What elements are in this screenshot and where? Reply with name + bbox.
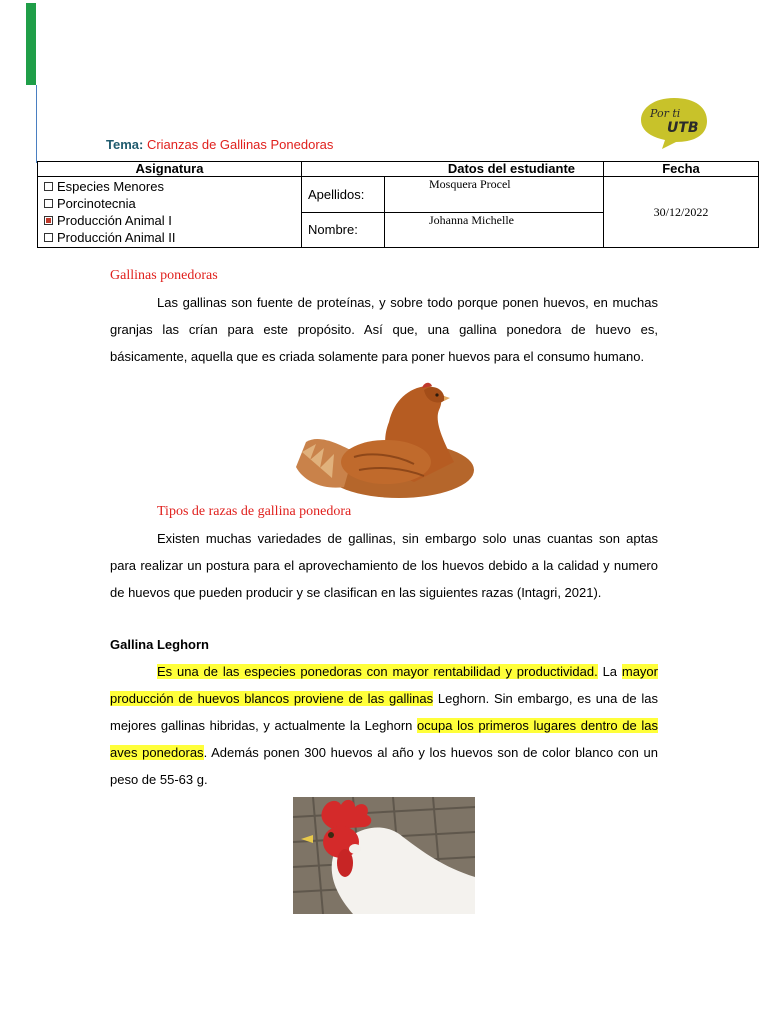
plain-text: . Además ponen 300 huevos al año y los huevos son de color blanco con un peso de 55-63 g. — [110, 745, 658, 787]
apellidos-label: Apellidos: — [302, 177, 385, 213]
fecha-value[interactable]: 30/12/2022 — [604, 177, 759, 248]
logo-text-top: Por ti — [650, 107, 681, 120]
checkbox-label: Porcinotecnia — [57, 196, 136, 211]
highlight-text: Es una de las especies ponedoras con mayor rentabilidad y productividad. — [157, 664, 598, 679]
leghorn-rooster-image — [293, 797, 475, 914]
paragraph-text: Existen muchas variedades de gallinas, sin embargo solo unas cuantas son aptas para realizar un postura para el aprovechamiento de los huevos debido a la calidad y numero de huevos que pueden producir y se clasifican en las siguientes razas (Intagri, 2021). — [110, 531, 658, 600]
logo-text-bottom: UTB — [667, 120, 699, 136]
checkbox-label: Producción Animal II — [57, 230, 176, 245]
col-fecha: Fecha — [604, 162, 759, 177]
asignatura-list — [38, 177, 302, 248]
paragraph-tipos-razas — [110, 525, 658, 606]
paragraph-text — [110, 658, 658, 793]
checkbox-icon[interactable] — [44, 199, 53, 208]
heading-gallina-leghorn: Gallina Leghorn — [110, 637, 209, 652]
utb-logo — [640, 96, 708, 150]
checkbox-label: Producción Animal I — [57, 213, 172, 228]
col-datos — [302, 162, 604, 177]
nombre-value[interactable]: Johanna Michelle — [385, 212, 604, 248]
col-datos-label: Datos del estudiante — [447, 161, 575, 176]
checkbox-produccion-animal-1[interactable] — [44, 212, 295, 229]
plain-text: La — [597, 664, 622, 679]
tema-line — [106, 137, 333, 152]
tema-label: Tema: — [106, 137, 144, 152]
checkbox-porcinotecnia[interactable] — [44, 195, 295, 212]
checkbox-produccion-animal-2[interactable] — [44, 229, 295, 246]
heading-tipos-razas: Tipos de razas de gallina ponedora — [157, 504, 352, 519]
plain-text: Leghorn. Sin embargo, es una de las mejores gallinas hibridas, y actualmente la Leghorn — [110, 691, 658, 733]
checkbox-icon[interactable] — [44, 182, 53, 191]
paragraph-text: Las gallinas son fuente de proteínas, y sobre todo porque ponen huevos, en muchas granjas las crían para este propósito. Así que, una gallina ponedora de huevo es, básicamente, aquella que es criada solamente para poner huevos para el consumo humano. — [110, 295, 658, 364]
apellidos-value[interactable]: Mosquera Procel — [385, 177, 604, 213]
checkbox-especies-menores[interactable] — [44, 178, 295, 195]
checkbox-checked-icon[interactable] — [44, 216, 53, 225]
tema-value: Crianzas de Gallinas Ponedoras — [146, 137, 334, 152]
blue-margin-line — [36, 85, 37, 163]
paragraph-gallinas-ponedoras — [110, 289, 658, 370]
green-margin-bar — [26, 3, 36, 85]
paragraph-leghorn — [110, 658, 658, 793]
highlight-text: mayor producción de huevos blancos proviene de las gallinas — [110, 664, 658, 706]
hen-image — [294, 382, 476, 500]
col-asignatura: Asignatura — [38, 162, 302, 177]
checkbox-icon[interactable] — [44, 233, 53, 242]
highlight-text: ocupa los primeros lugares dentro de las aves ponedoras — [110, 718, 658, 760]
checkbox-label: Especies Menores — [57, 179, 164, 194]
nombre-label: Nombre: — [302, 212, 385, 248]
heading-gallinas-ponedoras: Gallinas ponedoras — [110, 268, 218, 283]
student-info-table — [37, 161, 759, 248]
